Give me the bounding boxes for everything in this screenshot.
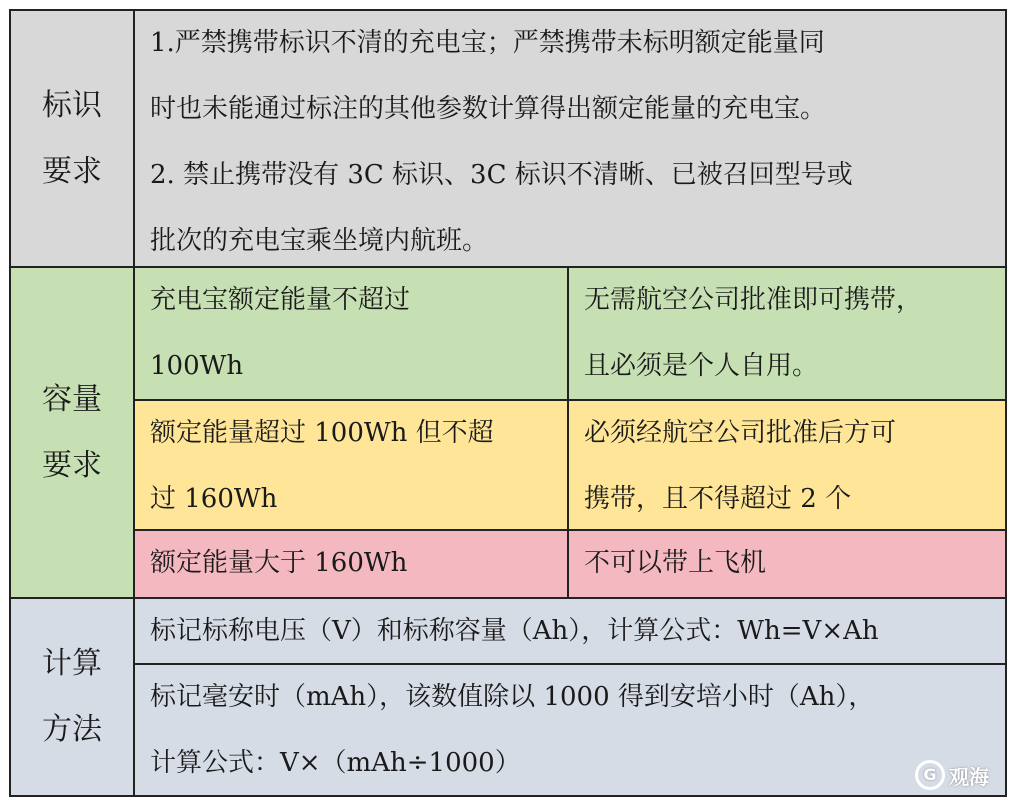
calculation-row-1 bbox=[134, 598, 1006, 664]
border-header-column bbox=[133, 9, 135, 797]
capacity-row-3-condition bbox=[134, 530, 568, 598]
capacity-row-3-rule bbox=[568, 530, 1006, 598]
border-capacity-middle-column bbox=[567, 267, 569, 598]
capacity-header-line-1: 容量 bbox=[42, 381, 102, 417]
border-capacity-row-2-3 bbox=[134, 529, 1007, 531]
identification-line-4: 批次的充电宝乘坐境内航班。 bbox=[150, 226, 489, 256]
border-section-2-3 bbox=[10, 597, 1007, 599]
identification-content bbox=[134, 10, 1006, 267]
calculation-row-2-line-1: 标记毫安时（mAh），该数值除以 1000 得到安培小时（Ah）， bbox=[150, 682, 875, 712]
watermark-text: 观海 bbox=[949, 764, 989, 789]
identification-line-3: 2. 禁止携带没有 3C 标识、3C 标识不清晰、已被召回型号或 bbox=[150, 160, 853, 190]
capacity-row-2-rule-line-2: 携带，且不得超过 2 个 bbox=[584, 484, 852, 514]
capacity-row-1-rule-line-1: 无需航空公司批准即可携带， bbox=[584, 285, 923, 315]
calculation-header-line-1: 计算 bbox=[42, 646, 102, 681]
identification-line-1: 1.严禁携带标识不清的充电宝；严禁携带未标明额定能量同 bbox=[150, 28, 825, 58]
identification-header-line-2: 要求 bbox=[42, 153, 102, 189]
calculation-row-2-line-2: 计算公式：V×（mAh÷1000） bbox=[150, 748, 521, 778]
calculation-row-1-line-1: 标记标称电压（V）和标称容量（Ah），计算公式：Wh=V×Ah bbox=[150, 616, 879, 646]
border-left bbox=[9, 9, 11, 797]
capacity-row-2-condition bbox=[134, 400, 568, 530]
capacity-row-1-condition-line-1: 充电宝额定能量不超过 bbox=[150, 285, 411, 315]
watermark-logo bbox=[915, 760, 989, 790]
capacity-header-line-2: 要求 bbox=[42, 447, 102, 483]
capacity-row-1-condition bbox=[134, 267, 568, 400]
capacity-row-2-condition-line-2: 过 160Wh bbox=[150, 484, 278, 514]
capacity-row-1-rule bbox=[568, 267, 1006, 400]
calculation-header bbox=[10, 598, 134, 796]
border-top bbox=[10, 9, 1007, 11]
capacity-row-2-condition-line-1: 额定能量超过 100Wh 但不超 bbox=[150, 418, 494, 448]
identification-line-2: 时也未能通过标注的其他参数计算得出额定能量的充电宝。 bbox=[150, 94, 827, 124]
capacity-row-3-condition-line-1: 额定能量大于 160Wh bbox=[150, 548, 408, 578]
calculation-header-line-2: 方法 bbox=[42, 712, 102, 747]
identification-header bbox=[10, 10, 134, 267]
calculation-row-2 bbox=[134, 664, 1006, 796]
border-capacity-row-1-2 bbox=[134, 399, 1007, 401]
identification-header-line-1: 标识 bbox=[42, 87, 102, 123]
capacity-row-1-rule-line-2: 且必须是个人自用。 bbox=[584, 351, 819, 381]
capacity-row-2-rule-line-1: 必须经航空公司批准后方可 bbox=[584, 418, 897, 448]
border-bottom bbox=[10, 795, 1007, 797]
border-section-1-2 bbox=[10, 266, 1007, 268]
capacity-row-2-rule bbox=[568, 400, 1006, 530]
border-right bbox=[1005, 9, 1007, 797]
capacity-row-3-rule-line-1: 不可以带上飞机 bbox=[584, 548, 767, 578]
watermark-g-icon: G bbox=[915, 760, 945, 790]
capacity-header bbox=[10, 267, 134, 598]
border-calculation-row-1-2 bbox=[134, 663, 1007, 665]
capacity-row-1-condition-line-2: 100Wh bbox=[150, 351, 244, 381]
